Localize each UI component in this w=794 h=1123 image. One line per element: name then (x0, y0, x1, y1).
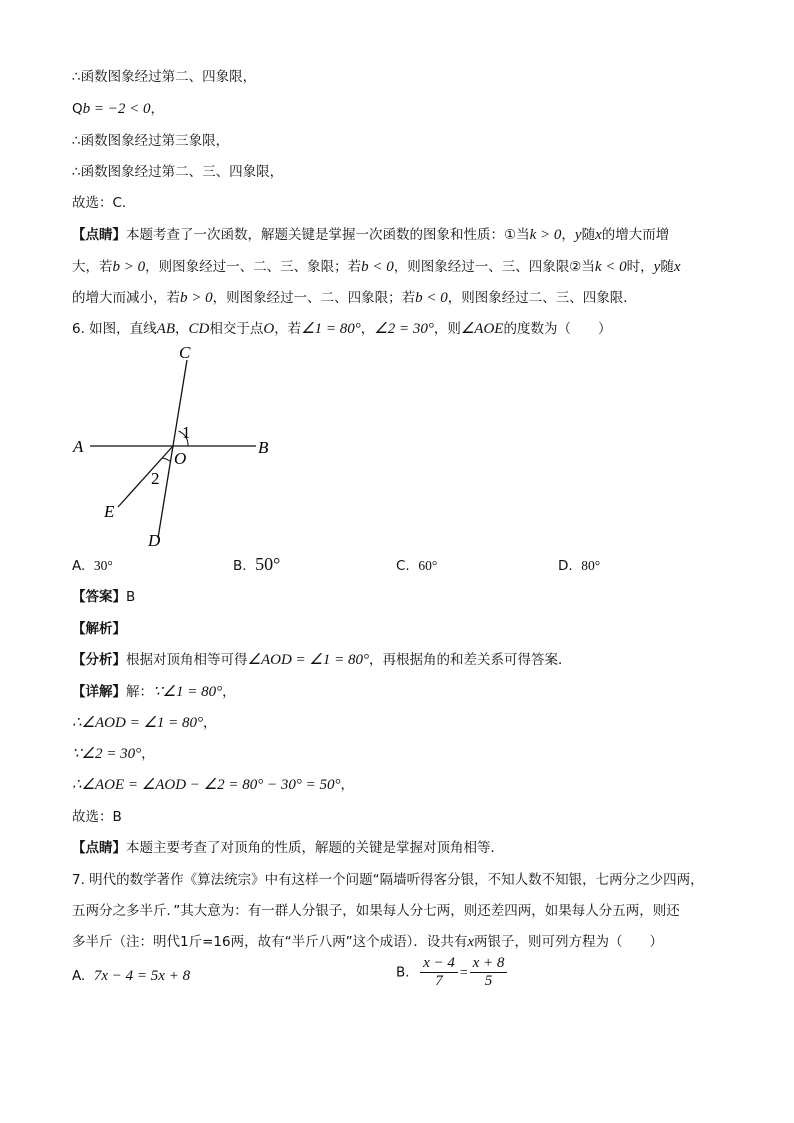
choice-letter: A. (72, 968, 86, 984)
text-span: ， (222, 684, 236, 700)
choice-a (72, 557, 113, 575)
text-span: ，则图象经过一、二、四象限；若 (212, 290, 416, 306)
choice-value: 80° (581, 558, 601, 573)
solution-step (72, 776, 354, 794)
choice-value: 50° (255, 554, 281, 574)
math-expression: b < 0 (361, 259, 394, 275)
text-line: ∴函数图象经过第三象限， (72, 133, 230, 149)
math-expression: ∠AOE (460, 321, 504, 337)
label-a: A (73, 437, 84, 456)
choice-value: 60° (418, 558, 438, 573)
section-label: 【分析】 (72, 652, 126, 668)
text-span: 根据对顶角相等可得 (126, 652, 248, 668)
math-expression: b > 0 (112, 259, 146, 275)
text-span: ，则图象经过一、三、四象限②当 (393, 259, 595, 275)
fraction-denominator: 5 (484, 973, 493, 989)
text-span: 大，若 (72, 259, 113, 275)
question-6-stem (72, 320, 611, 338)
text-span: 的增大而增 (601, 227, 670, 243)
math-expression: b = −2 < 0 (82, 101, 151, 117)
fraction (420, 955, 458, 990)
choice-value: 30° (93, 558, 113, 573)
math-expression: ∴∠AOD = ∠1 = 80° (72, 715, 204, 731)
math-expression: x (467, 934, 474, 950)
fraction-numerator: x − 4 (420, 955, 458, 973)
q7-choice-a (72, 967, 190, 985)
label-angle-1: 1 (182, 423, 191, 442)
text-span: 本题考查了一次函数，解题关键是掌握一次函数的图象和性质：①当 (126, 227, 530, 243)
geometry-figure (68, 340, 288, 555)
label-d: D (148, 531, 161, 550)
text-span: 的增大而减小，若 (72, 290, 180, 306)
q7-choice-b (396, 955, 509, 990)
text-span: 随 (581, 227, 596, 243)
answer-value: B (126, 589, 136, 605)
math-expression: O (263, 321, 275, 337)
math-expression: b < 0 (415, 290, 448, 306)
text-span: 6. 如图，直线 (72, 321, 157, 337)
math-expression: ∴∠AOE = ∠AOD − ∠2 = 80° − 30° = 50° (72, 777, 341, 793)
math-expression: AB (156, 321, 175, 337)
text-span: ， (561, 227, 575, 243)
text-span: ，则图象经过二、三、四象限． (447, 290, 637, 306)
jiexi-line (72, 620, 126, 638)
equals-sign: = (459, 964, 468, 980)
dianjing-paragraph-line3 (72, 289, 637, 307)
dianjing-2-line (72, 839, 504, 857)
math-expression: b > 0 (180, 290, 213, 306)
dianjing-paragraph-line2 (72, 258, 680, 276)
math-expression: ∵∠1 = 80° (153, 684, 223, 700)
solution-step (72, 745, 155, 763)
math-expression: k > 0 (529, 227, 562, 243)
fenxi-line (72, 651, 571, 669)
xiangjie-line (72, 683, 236, 701)
label-angle-2: 2 (151, 469, 160, 488)
text-span: 解： (126, 684, 153, 700)
label-e: E (104, 502, 115, 521)
text-span: 本题主要考查了对顶角的性质，解题的关键是掌握对顶角相等． (126, 840, 504, 856)
text-span: ，再根据角的和差关系可得答案． (368, 652, 572, 668)
solution-step (72, 714, 217, 732)
answer-line (72, 588, 135, 606)
math-expression: ∵∠2 = 30° (72, 746, 142, 762)
math-expression: ∠AOD = ∠1 = 80° (247, 652, 369, 668)
angle-2-arc (162, 458, 171, 462)
section-label: 【点睛】 (72, 840, 126, 856)
text-span: ， (141, 746, 155, 762)
text-line: 故选：C． (72, 195, 136, 211)
choice-letter: D. (558, 558, 573, 574)
text-span: 多半斤（注：明代1斤=16两，故有“半斤八两”这个成语）．设共有 (72, 934, 468, 950)
text-span: 时， (626, 259, 654, 275)
text-span: ，则图象经过一、二、三、象限；若 (145, 259, 362, 275)
solution-step: 故选：B (72, 809, 122, 825)
punctuation: ， (150, 101, 165, 117)
choice-b (233, 555, 280, 575)
question-7-line3 (72, 933, 663, 951)
math-expression: y (574, 227, 582, 243)
label-b: B (258, 438, 269, 457)
math-expression: x (595, 227, 602, 243)
text-span: 相交于点 (209, 321, 264, 337)
text-line: ∴函数图象经过第二、四象限， (72, 69, 257, 85)
math-expression: ∠2 = 30° (374, 321, 434, 337)
math-expression: x (673, 259, 681, 275)
text-span: 随 (660, 259, 674, 275)
choice-c (396, 557, 437, 575)
choice-letter: B. (396, 964, 410, 981)
text-line (72, 100, 164, 118)
choice-d (558, 557, 600, 575)
dianjing-paragraph-line1 (72, 226, 669, 244)
label-c: C (179, 343, 191, 362)
question-7-line1: 7. 明代的数学著作《算法统宗》中有这样一个问题“隔墙听得客分银，不知人数不知银，七两分之少四两， (72, 872, 704, 888)
math-expression: CD (188, 321, 210, 337)
section-label: 【点睛】 (72, 227, 126, 243)
math-expression: k < 0 (594, 259, 627, 275)
label-o: O (174, 449, 187, 468)
text-span: ，若 (274, 321, 302, 337)
choice-letter: B. (233, 558, 247, 574)
symbol-q: Q (72, 101, 83, 117)
text-span: ， (360, 321, 375, 337)
text-line: ∴函数图象经过第二、三、四象限， (72, 164, 284, 180)
text-span: 两银子，则可列方程为（ ） (474, 934, 663, 950)
question-7-line2: 五两分之多半斤．”其大意为：有一群人分银子，如果每人分七两，则还差四两，如果每人分五两，则还 (72, 903, 680, 919)
text-span: ，则 (433, 321, 461, 337)
math-expression: y (653, 259, 661, 275)
section-label: 【详解】 (72, 684, 126, 700)
text-span: ， (340, 777, 354, 793)
math-expression: ∠1 = 80° (301, 321, 361, 337)
section-label: 【解析】 (72, 621, 126, 637)
fraction-numerator: x + 8 (470, 955, 508, 973)
fraction-denominator: 7 (435, 973, 443, 989)
choice-letter: A. (72, 558, 86, 574)
text-span: ， (175, 321, 189, 337)
text-span: 的度数为（ ） (503, 321, 612, 337)
choice-letter: C. (396, 558, 410, 574)
section-label: 【答案】 (72, 589, 126, 605)
math-expression: 7x − 4 = 5x + 8 (93, 968, 191, 984)
text-span: ， (203, 715, 217, 731)
fraction (470, 955, 508, 990)
